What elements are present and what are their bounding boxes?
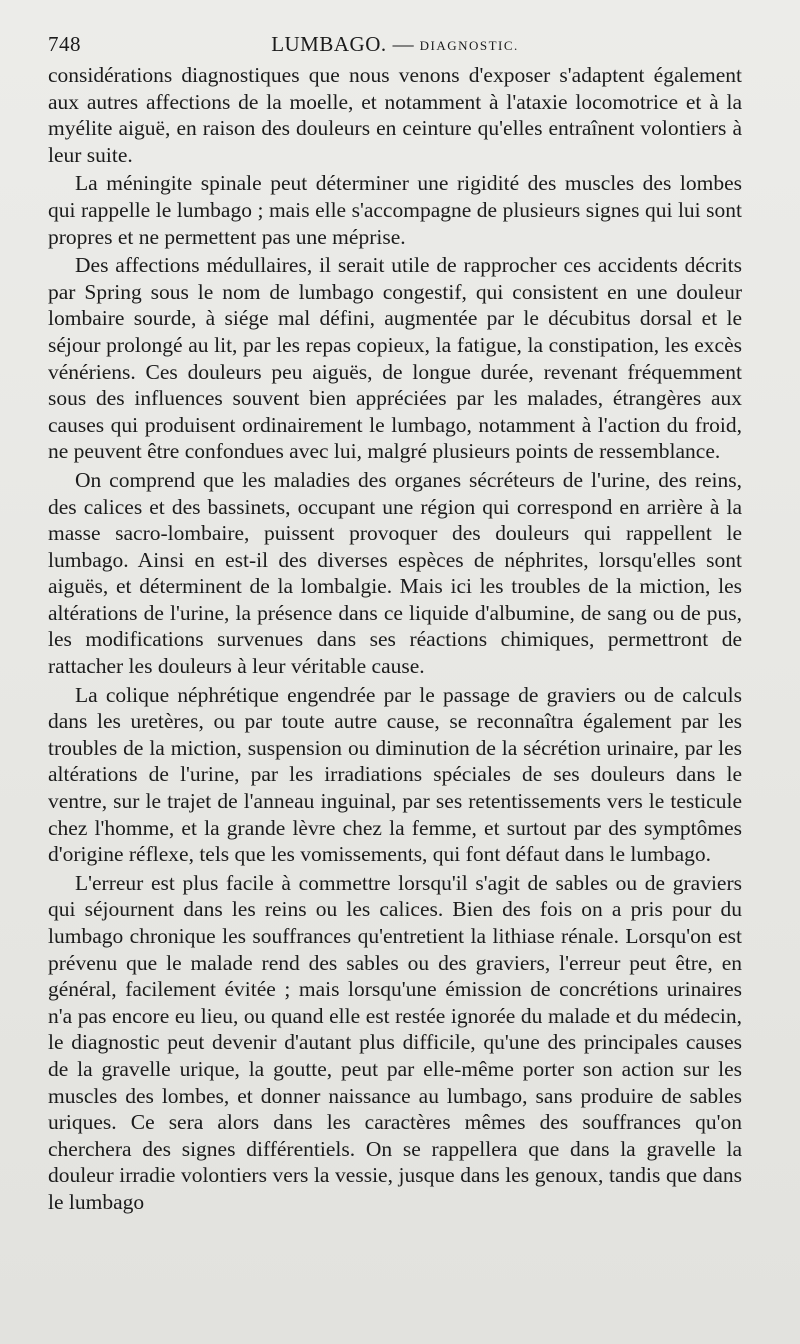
running-head (48, 32, 742, 58)
paragraph-continued: considérations diagnostiques que nous venons d'exposer s'adaptent également aux autres affections de la moelle, et notamment à l'ataxie locomotrice et à la myélite aiguë, en raison des douleurs en ceinture qu'elles entraînent volontiers à leur suite. (48, 63, 742, 167)
running-head-title (48, 32, 742, 57)
body-text (48, 62, 742, 1216)
page-number: 748 (48, 32, 81, 56)
running-head-subtitle: DIAGNOSTIC. (419, 38, 519, 53)
running-head-separator: — (392, 32, 414, 56)
paragraph-colique-nephretique: La colique néphrétique engendrée par le passage de graviers ou de calculs dans les uretères, ou par toute autre cause, se reconnaîtra également par les troubles de la miction, suspension ou diminution de la sécrétion urinaire, par les altérations de l'urine, par les irradiations spéciales de ses douleurs dans le ventre, sur le trajet de l'anneau inguinal, par ses retentissements vers le testicule chez l'homme, et la grande lèvre chez la femme, et surtout par des symptômes d'origine réflexe, tels que les vomissements, qui font défaut dans le lumbago. (48, 682, 742, 867)
paragraph-lumbago-congestif: Des affections médullaires, il serait utile de rapprocher ces accidents décrits par Spring sous le nom de lumbago congestif, qui consistent en une douleur lombaire sourde, à siége mal défini, augmentée par le décubitus dorsal et le séjour prolongé au lit, par les repas copieux, la fatigue, la constipation, les excès vénériens. Ces douleurs peu aiguës, de longue durée, revenant fréquemment sous des influences souvent bien appréciées par les malades, étrangères aux causes qui produisent ordinairement le lumbago, notamment à l'action du froid, ne peuvent être confondues avec lui, malgré plusieurs points de ressemblance. (48, 253, 742, 464)
running-head-main-title: LUMBAGO. (271, 32, 387, 56)
paragraph-meningite: La méningite spinale peut déterminer une rigidité des muscles des lombes qui rappelle le lumbago ; mais elle s'accompagne de plusieurs signes qui lui sont propres et ne permettent pas une méprise. (48, 171, 742, 249)
paragraph-organes-secreteurs: On comprend que les maladies des organes sécréteurs de l'urine, des reins, des calices et des bassinets, occupant une région qui correspond en arrière à la masse sacro-lombaire, puissent provoquer des douleurs qui rappellent le lumbago. Ainsi en est-il des diverses espèces de néphrites, lorsqu'elles sont aiguës, et déterminent de la lombalgie. Mais ici les troubles de la miction, les altérations de l'urine, la présence dans ce liquide d'albumine, de sang ou de pus, les modifications survenues dans ses réactions chimiques, permettront de rattacher les douleurs à leur véritable cause. (48, 467, 742, 679)
paragraph-sables-graviers: L'erreur est plus facile à commettre lorsqu'il s'agit de sables ou de graviers qui séjournent dans les reins ou les calices. Bien des fois on a pris pour du lumbago chronique les souffrances qu'entretient la lithiase rénale. Lorsqu'on est prévenu que le malade rend des sables ou des graviers, l'erreur peut être, en général, facilement évitée ; mais lorsqu'une émission de concrétions urinaires n'a pas encore eu lieu, ou quand elle est restée ignorée du malade et du médecin, le diagnostic peut devenir d'autant plus difficile, qu'une des principales causes de la gravelle urique, la goutte, peut par elle-même porter son action sur les muscles des lombes, et donner naissance au lumbago, sans produire de sables uriques. Ce sera alors dans les caractères mêmes des souffrances qu'on cherchera des signes différentiels. On se rappellera que dans la gravelle la douleur irradie volontiers vers la vessie, jusque dans les genoux, tandis que dans le lumbago (48, 870, 742, 1214)
